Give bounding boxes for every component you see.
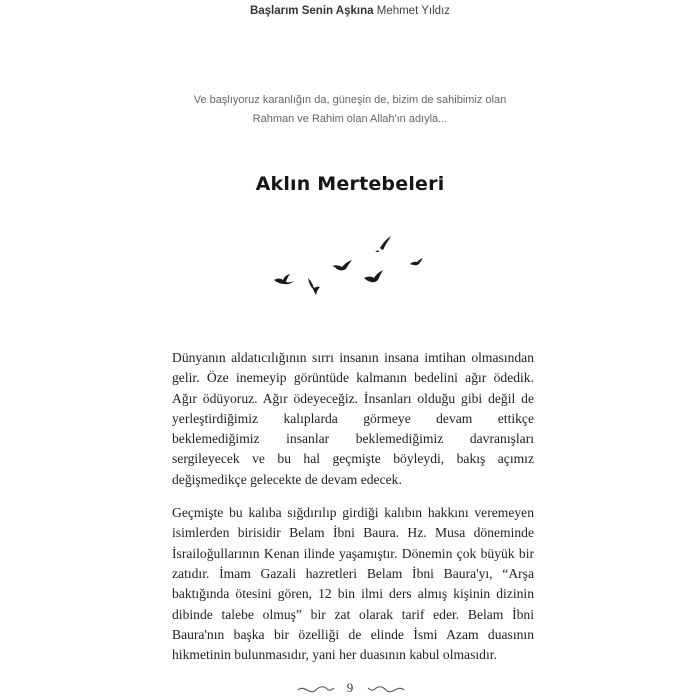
swirl-ornament-icon xyxy=(296,684,336,696)
body-text xyxy=(172,348,534,678)
paragraph-2: Geçmişte bu kalıba sığdırılıp girdiği kalıbın hakkını veremeyen isimlerden birisidir Belam İbni Baura. Hz. Musa döneminde İsrailoğullarının Kenan ilinde yaşamıştır. Dönemin çok büyük bir zatıdır. İmam Gazali hazretleri Belam İbni Baura'yı, “Arşa baktığında ötesini gören, 12 bin ilmi ders almış kişinin dizinin dibinde talebe olmuş” bir zat olarak tarif eder. Belam İbni Baura'nın başka bir özelliği de elinde İsmi Azam duasının hikmetinin bulunmasıdır, yani her duasının kabul olmasıdır. xyxy=(172,505,534,663)
page-number: 9 xyxy=(346,680,354,695)
chapter-title: Aklın Mertebeleri xyxy=(255,173,445,195)
flying-birds-icon xyxy=(262,228,442,308)
page-footer xyxy=(0,682,700,700)
book-title: Başlarım Senin Aşkına xyxy=(249,5,374,17)
paragraph-1: Dünyanın aldatıcılığının sırrı insanın insana imtihan olmasından gelir. Öze inemeyip görüntüde kalmanın bedelini ağır ödedik. Ağır ödüyoruz. Ağır ödeyeceğiz. İnsanları olduğu gibi değil de yerleştirdiğimiz kalıplarda görmeye devam ettikçe beklemediğimiz insanlar beklemediğimiz davranışları sergileyecek ve bu hal geçmişte böyleydi, bakış açımız değişmedikçe gelecekte de devam edecek. xyxy=(172,350,534,487)
author-name: Mehmet Yıldız xyxy=(376,5,451,17)
swirl-ornament-icon xyxy=(366,684,406,696)
running-header xyxy=(0,5,700,17)
epigraph xyxy=(150,91,550,129)
epigraph-line-1: Ve başlıyoruz karanlığın da, güneşin de, bizim de sahibimiz olan xyxy=(193,94,507,106)
epigraph-line-2: Rahman ve Rahim olan Allah'ın adıyla... xyxy=(252,113,448,125)
